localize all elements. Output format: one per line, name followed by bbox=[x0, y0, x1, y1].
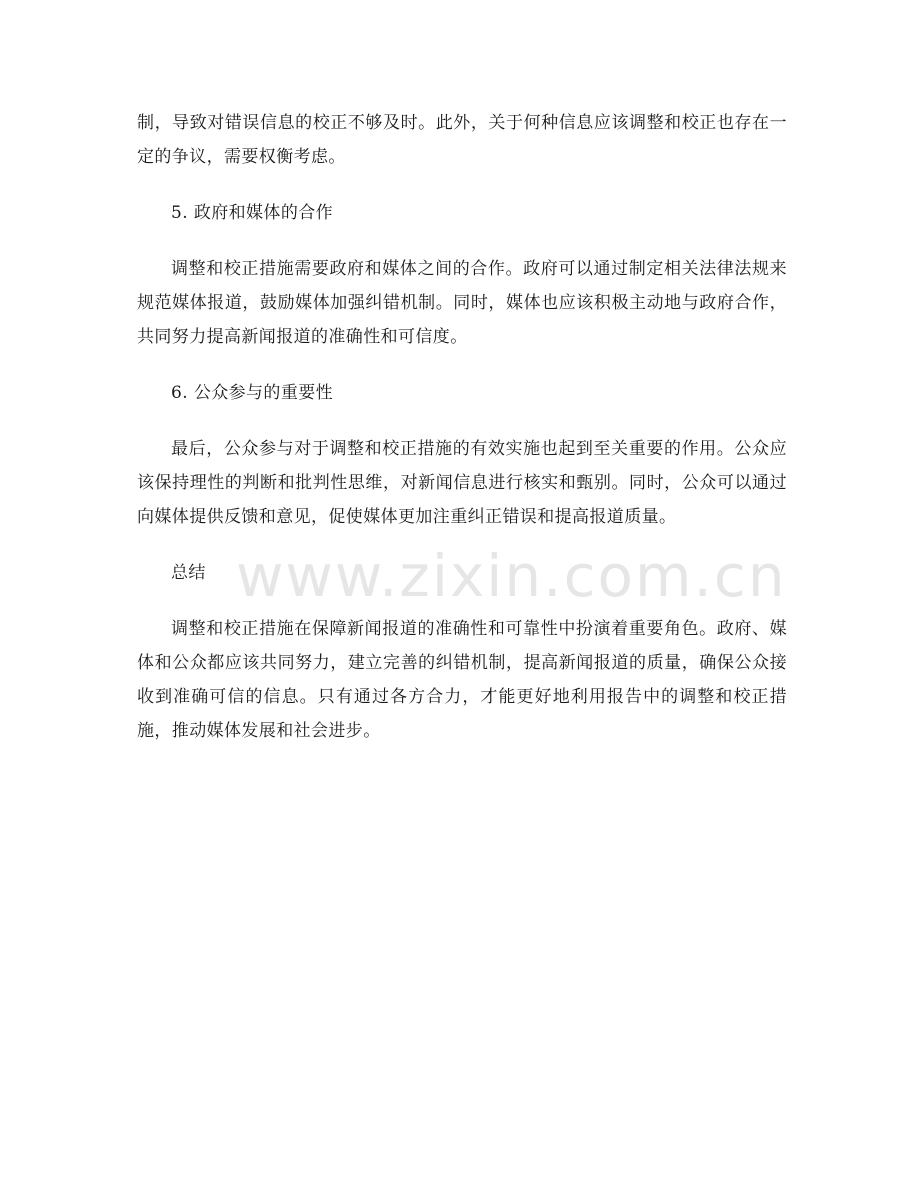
paragraph-government-media: 调整和校正措施需要政府和媒体之间的合作。政府可以通过制定相关法律法规来规范媒体报道，鼓励媒体加强纠错机制。同时，媒体也应该积极主动地与政府合作，共同努力提高新闻报道的准确性和可信度。 bbox=[137, 259, 787, 347]
paragraph-gap bbox=[137, 174, 787, 196]
paragraph-continuation: 制，导致对错误信息的校正不够及时。此外，关于何种信息应该调整和校正也存在一定的争议，需要权衡考虑。 bbox=[137, 113, 787, 167]
document-body bbox=[137, 106, 787, 748]
watermark-text: www.zixin.com.cn bbox=[236, 542, 787, 610]
paragraph-gap bbox=[137, 590, 787, 612]
paragraph-public-participation: 最后，公众参与对于调整和校正措施的有效实施也起到至关重要的作用。公众应该保持理性的判断和批判性思维，对新闻信息进行核实和甄别。同时，公众可以通过向媒体提供反馈和意见，促使媒体更加注重纠正错误和提高报道质量。 bbox=[137, 439, 787, 527]
paragraph-gap bbox=[137, 534, 787, 556]
paragraph-summary: 调整和校正措施在保障新闻报道的准确性和可靠性中扮演着重要角色。政府、媒体和公众都应该共同努力，建立完善的纠错机制，提高新闻报道的质量，确保公众接收到准确可信的信息。只有通过各方合力，才能更好地利用报告中的调整和校正措施，推动媒体发展和社会进步。 bbox=[137, 619, 787, 741]
section-heading-5: 5. 政府和媒体的合作 bbox=[171, 203, 334, 223]
section-heading-6: 6. 公众参与的重要性 bbox=[171, 383, 334, 403]
paragraph-gap bbox=[137, 230, 787, 252]
paragraph-gap bbox=[137, 410, 787, 432]
paragraph-gap bbox=[137, 354, 787, 376]
section-heading-summary: 总结 bbox=[171, 563, 206, 583]
